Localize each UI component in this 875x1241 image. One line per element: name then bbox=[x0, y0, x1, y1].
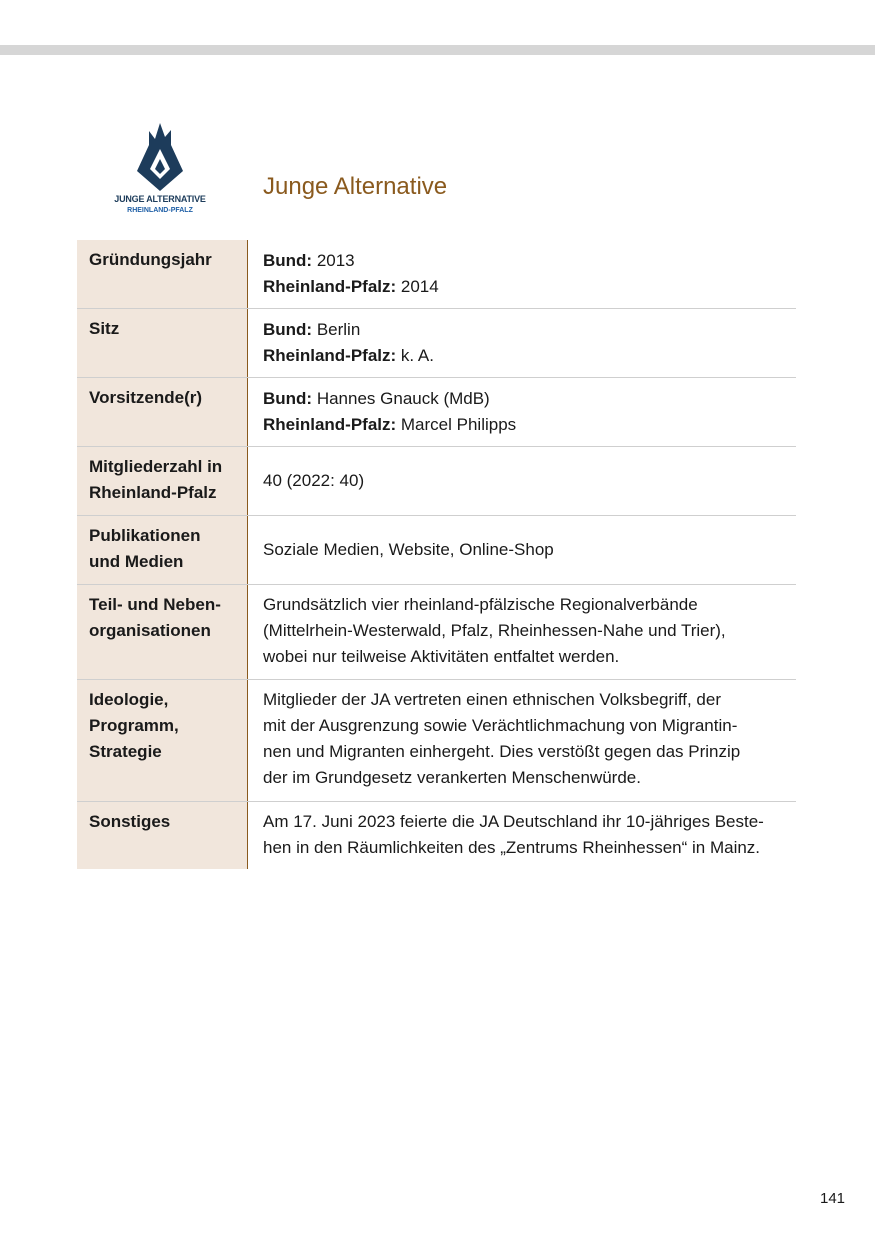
value-text: Grundsätzlich vier rheinland-pfälzische Regionalverbände bbox=[263, 595, 698, 614]
row-founding bbox=[77, 240, 796, 309]
page-number: 141 bbox=[820, 1190, 846, 1207]
key-rlp: Rheinland-Pfalz: bbox=[263, 277, 397, 296]
label-founding bbox=[77, 240, 248, 308]
logo-text-main: JUNGE ALTERNATIVE bbox=[114, 194, 206, 204]
label-text: Sonstiges bbox=[89, 812, 171, 831]
logo-text-region: RHEINLAND-PFALZ bbox=[127, 207, 193, 214]
label-text: Teil- und Neben- bbox=[89, 595, 221, 614]
row-chair bbox=[77, 378, 796, 447]
value-founding bbox=[248, 240, 796, 308]
label-text: und Medien bbox=[89, 552, 184, 571]
value-text: (Mittelrhein-Westerwald, Pfalz, Rheinhessen-Nahe und Trier), bbox=[263, 621, 726, 640]
label-text: Gründungsjahr bbox=[89, 250, 212, 269]
value-text: Am 17. Juni 2023 feierte die JA Deutschland ihr 10-jähriges Beste- bbox=[263, 812, 764, 831]
value-text: wobei nur teilweise Aktivitäten entfaltet werden. bbox=[263, 647, 620, 666]
value-rlp: k. A. bbox=[396, 346, 434, 365]
value-suborganizations bbox=[248, 585, 796, 679]
top-rule bbox=[0, 45, 875, 55]
value-ideology bbox=[248, 680, 796, 801]
organization-logo bbox=[104, 117, 216, 223]
label-seat bbox=[77, 309, 248, 377]
row-ideology bbox=[77, 680, 796, 802]
value-text: nen und Migranten einhergeht. Dies verstößt gegen das Prinzip bbox=[263, 742, 741, 761]
row-seat bbox=[77, 309, 796, 378]
value-text: der im Grundgesetz verankerten Menschenwürde. bbox=[263, 768, 641, 787]
value-bund: 2013 bbox=[312, 251, 355, 270]
value-members bbox=[248, 447, 796, 515]
key-bund: Bund: bbox=[263, 389, 313, 408]
value-text: Soziale Medien, Website, Online-Shop bbox=[263, 540, 554, 559]
value-bund: Berlin bbox=[312, 320, 361, 339]
value-text: Mitglieder der JA vertreten einen ethnischen Volksbegriff, der bbox=[263, 690, 722, 709]
value-rlp: 2014 bbox=[396, 277, 439, 296]
value-rlp: Marcel Philipps bbox=[396, 415, 517, 434]
row-publications bbox=[77, 516, 796, 585]
value-text: hen in den Räumlichkeiten des „Zentrums Rheinhessen“ in Mainz. bbox=[263, 838, 761, 857]
label-text: Sitz bbox=[89, 319, 120, 338]
key-rlp: Rheinland-Pfalz: bbox=[263, 346, 397, 365]
profile-table bbox=[77, 240, 796, 869]
key-bund: Bund: bbox=[263, 320, 313, 339]
label-text: Mitgliederzahl in bbox=[89, 457, 223, 476]
value-text: 40 (2022: 40) bbox=[263, 471, 365, 490]
key-bund: Bund: bbox=[263, 251, 313, 270]
label-text: Ideologie, bbox=[89, 690, 169, 709]
label-ideology bbox=[77, 680, 248, 801]
label-text: Programm, bbox=[89, 716, 179, 735]
value-bund: Hannes Gnauck (MdB) bbox=[312, 389, 490, 408]
label-text: Strategie bbox=[89, 742, 162, 761]
flame-mountain-icon bbox=[135, 121, 185, 193]
row-members bbox=[77, 447, 796, 516]
label-text: Rheinland-Pfalz bbox=[89, 483, 217, 502]
label-misc bbox=[77, 802, 248, 869]
value-seat bbox=[248, 309, 796, 377]
value-chair bbox=[248, 378, 796, 446]
label-suborganizations bbox=[77, 585, 248, 679]
label-text: Vorsitzende(r) bbox=[89, 388, 203, 407]
organization-title: Junge Alternative bbox=[263, 173, 448, 200]
label-text: organisationen bbox=[89, 621, 211, 640]
value-text: mit der Ausgrenzung sowie Verächtlichmachung von Migrantin- bbox=[263, 716, 738, 735]
row-suborganizations bbox=[77, 585, 796, 680]
value-publications bbox=[248, 516, 796, 584]
label-publications bbox=[77, 516, 248, 584]
row-misc bbox=[77, 802, 796, 869]
key-rlp: Rheinland-Pfalz: bbox=[263, 415, 397, 434]
value-misc bbox=[248, 802, 796, 869]
label-chair bbox=[77, 378, 248, 446]
label-text: Publikationen bbox=[89, 526, 201, 545]
label-members bbox=[77, 447, 248, 515]
